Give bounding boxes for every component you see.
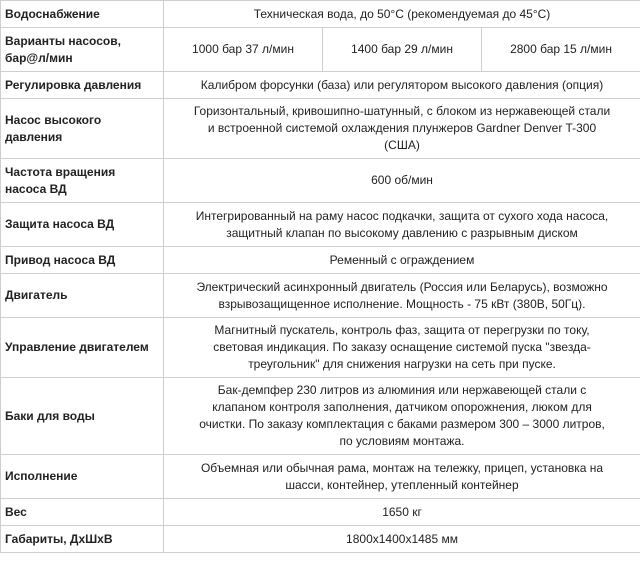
row-value-line: треугольник" для снижения нагрузки на сеть при пуске. (248, 357, 556, 371)
table-row (1, 72, 640, 99)
row-value-line: Магнитный пускатель, контроль фаз, защита от перегрузки по току, (214, 323, 590, 337)
row-value-line: (США) (384, 138, 420, 152)
row-label (1, 526, 164, 553)
row-label-line: бар@л/мин (5, 50, 73, 65)
row-label (1, 159, 164, 203)
pump-option-text: 1000 бар 37 л/мин (192, 42, 294, 56)
row-value-line: 1800x1400x1485 мм (346, 531, 458, 546)
row-value-line: Техническая вода, до 50°C (рекомендуемая до 45°C) (253, 6, 551, 21)
row-label-text: Вес (5, 504, 27, 519)
row-label (1, 28, 164, 72)
row-label (1, 1, 164, 28)
table-row (1, 28, 640, 72)
row-value-line: Объемная или обычная рама, монтаж на тележку, прицеп, установка на (200, 460, 604, 475)
row-value (164, 318, 640, 378)
row-value-line: световая индикация. По заказу оснащение системой пуска "звезда- (213, 340, 591, 354)
row-value (164, 455, 640, 499)
row-value (164, 99, 640, 159)
row-value-line: шасси, контейнер, утепленный контейнер (285, 477, 519, 492)
table-row (1, 499, 640, 526)
row-label-text: Управление двигателем (5, 340, 149, 354)
row-label-text: Габариты, ДхШхВ (5, 531, 113, 546)
row-value (164, 159, 640, 203)
row-label-line: Частота вращения (5, 164, 116, 179)
row-value (164, 274, 640, 318)
row-value (164, 203, 640, 247)
row-label-text: Защита насоса ВД (5, 217, 115, 231)
row-value (164, 378, 640, 455)
row-label (1, 72, 164, 99)
row-label-line: Варианты насосов, (5, 33, 121, 48)
row-value-line: клапаном контроля заполнения, датчиком опорожнения, люком для (212, 400, 592, 414)
row-label (1, 318, 164, 378)
pump-option-1400 (323, 28, 482, 72)
row-value-line: очистки. По заказу комплектация с баками размером 300 – 3000 литров, (199, 417, 605, 431)
row-value-line: Ременный с ограждением (329, 252, 475, 267)
pump-option-2800 (482, 28, 640, 72)
row-value-line: Электрический асинхронный двигатель (Россия или Беларусь), возможно (196, 279, 608, 294)
row-value-line: Бак-демпфер 230 литров из алюминия или нержавеющей стали с (217, 383, 587, 397)
row-value (164, 247, 640, 274)
row-value-line: и встроенной системой охлаждения плунжеров Gardner Denver T-300 (207, 121, 597, 135)
row-label (1, 499, 164, 526)
row-label-text: Баки для воды (5, 408, 95, 423)
table-row (1, 159, 640, 203)
row-label-line: Насос высокого (5, 112, 102, 127)
row-label-text: Привод насоса ВД (5, 252, 116, 267)
row-label (1, 247, 164, 274)
row-value-line: 600 об/мин (371, 173, 433, 187)
table-row (1, 274, 640, 318)
row-label-text: Исполнение (5, 469, 78, 483)
row-value-line: Интегрированный на раму насос подкачки, защита от сухого хода насоса, (195, 208, 609, 223)
row-value-line: по условиям монтажа. (339, 434, 465, 448)
row-label (1, 203, 164, 247)
row-value (164, 499, 640, 526)
pump-option-text: 2800 бар 15 л/мин (510, 42, 612, 56)
row-label (1, 378, 164, 455)
table-row (1, 526, 640, 553)
row-label-line: давления (5, 129, 63, 144)
table-row (1, 318, 640, 378)
row-label-text: Водоснабжение (5, 6, 100, 21)
row-value-line: Горизонтальный, кривошипно-шатунный, с блоком из нержавеющей стали (193, 104, 611, 118)
row-value-line: защитный клапан по высокому давлению с разрывным диском (226, 225, 578, 240)
table-row (1, 247, 640, 274)
row-value (164, 72, 640, 99)
row-label-text: Регулировка давления (5, 77, 142, 92)
row-label (1, 274, 164, 318)
row-label-text: Двигатель (5, 288, 68, 302)
row-label-line: насоса ВД (5, 181, 67, 196)
table-row (1, 378, 640, 455)
row-label (1, 99, 164, 159)
row-value-line: Калибром форсунки (база) или регулятором высокого давления (опция) (200, 77, 604, 92)
row-label (1, 455, 164, 499)
table-row (1, 99, 640, 159)
table-row (1, 203, 640, 247)
pump-option-1000 (164, 28, 323, 72)
row-value (164, 1, 640, 28)
table-row (1, 455, 640, 499)
row-value (164, 526, 640, 553)
row-value-line: 1650 кг (382, 504, 422, 519)
table-row (1, 1, 640, 28)
pump-option-text: 1400 бар 29 л/мин (351, 42, 453, 56)
row-value-line: взрывозащищенное исполнение. Мощность - 75 кВт (380В, 50Гц). (218, 296, 586, 311)
